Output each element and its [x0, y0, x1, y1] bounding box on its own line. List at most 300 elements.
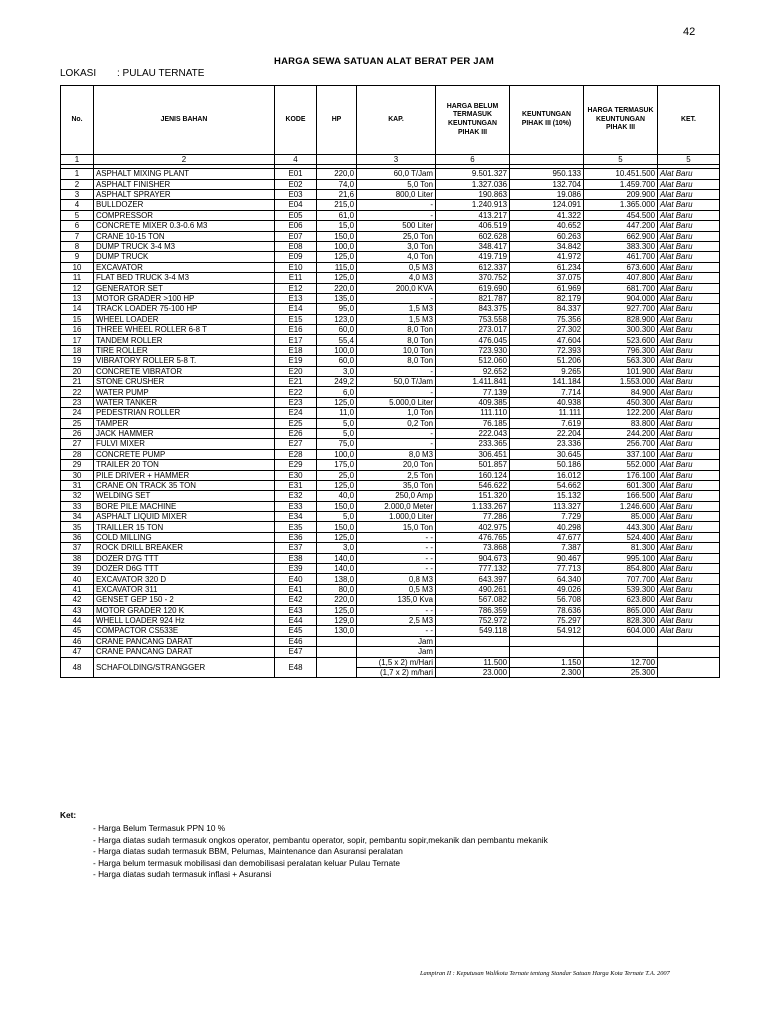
table-row: [61, 221, 720, 231]
cell-no: 30: [61, 470, 94, 480]
table-row: [61, 200, 720, 210]
cell-harga-belum: 92.652: [436, 366, 510, 376]
cell-hp: 220,0: [317, 595, 357, 605]
cell-kode: E16: [275, 325, 317, 335]
cell-harga-termasuk: 122.200: [584, 408, 658, 418]
cell-harga-belum: 151.320: [436, 491, 510, 501]
table-row: [61, 512, 720, 522]
cell-harga-belum: 111.110: [436, 408, 510, 418]
cell-ket: Alat Baru: [658, 252, 720, 262]
cell-kode: E45: [275, 626, 317, 636]
cell-hp: 150,0: [317, 522, 357, 532]
cell-harga-termasuk: 447.200: [584, 221, 658, 231]
cell-kode: E33: [275, 501, 317, 511]
cell-harga-belum: 490.261: [436, 584, 510, 594]
cell-no: 18: [61, 345, 94, 355]
column-number: 5: [658, 155, 720, 165]
cell-no: 32: [61, 491, 94, 501]
cell-harga-termasuk: 84.900: [584, 387, 658, 397]
cell-ket: Alat Baru: [658, 522, 720, 532]
cell-no: 7: [61, 231, 94, 241]
cell-no: 37: [61, 543, 94, 553]
cell-harga-termasuk: 865.000: [584, 605, 658, 615]
cell-hp: 6,0: [317, 387, 357, 397]
cell-jenis: CRANE PANCANG DARAT: [94, 636, 275, 646]
cell-jenis: PEDESTRIAN ROLLER: [94, 408, 275, 418]
table-row: [61, 532, 720, 542]
cell-kap: - -: [357, 626, 436, 636]
cell-kode: E40: [275, 574, 317, 584]
cell-keuntungan: 75.356: [510, 314, 584, 324]
cell-kode: E23: [275, 397, 317, 407]
cell-keuntungan: 1.150: [510, 657, 584, 667]
cell-hp: 11,0: [317, 408, 357, 418]
cell-harga-termasuk: 1.553.000: [584, 377, 658, 387]
cell-jenis: ASPHALT SPRAYER: [94, 189, 275, 199]
cell-hp: 80,0: [317, 584, 357, 594]
cell-hp: 138,0: [317, 574, 357, 584]
cell-ket: Alat Baru: [658, 325, 720, 335]
column-number: [317, 155, 357, 165]
cell-jenis: CONCRETE PUMP: [94, 449, 275, 459]
cell-hp: 220,0: [317, 169, 357, 179]
cell-keuntungan: 30.645: [510, 449, 584, 459]
cell-hp: 125,0: [317, 480, 357, 490]
cell-kap: 3,0 Ton: [357, 241, 436, 251]
cell-harga-belum: 1.411.841: [436, 377, 510, 387]
cell-keuntungan: [510, 636, 584, 646]
cell-ket: Alat Baru: [658, 169, 720, 179]
cell-ket: Alat Baru: [658, 460, 720, 470]
cell-kode: E04: [275, 200, 317, 210]
cell-no: 12: [61, 283, 94, 293]
cell-hp: 25,0: [317, 470, 357, 480]
cell-keuntungan: 49.026: [510, 584, 584, 594]
cell-ket: Alat Baru: [658, 616, 720, 626]
page-title: HARGA SEWA SATUAN ALAT BERAT PER JAM: [274, 56, 494, 67]
cell-keuntungan: 34.842: [510, 241, 584, 251]
cell-harga-belum: 406.519: [436, 221, 510, 231]
cell-kap: -: [357, 366, 436, 376]
cell-ket: Alat Baru: [658, 439, 720, 449]
cell-kode: E31: [275, 480, 317, 490]
cell-ket: [658, 647, 720, 657]
cell-jenis: ROCK DRILL BREAKER: [94, 543, 275, 553]
cell-hp: 75,0: [317, 439, 357, 449]
cell-harga-termasuk: 300.300: [584, 325, 658, 335]
cell-hp: 5,0: [317, 428, 357, 438]
column-number: 3: [357, 155, 436, 165]
table-row: [61, 491, 720, 501]
cell-kap: 25,0 Ton: [357, 231, 436, 241]
cell-hp: 100,0: [317, 241, 357, 251]
cell-jenis: BULLDOZER: [94, 200, 275, 210]
cell-hp: 60,0: [317, 325, 357, 335]
cell-keuntungan: 40.938: [510, 397, 584, 407]
cell-harga-belum: 843.375: [436, 304, 510, 314]
table-row: [61, 522, 720, 532]
cell-kap: 15,0 Ton: [357, 522, 436, 532]
cell-jenis: DOZER D7G TTT: [94, 553, 275, 563]
cell-harga-termasuk: 524.400: [584, 532, 658, 542]
cell-keuntungan: 37.075: [510, 273, 584, 283]
table-row: [61, 480, 720, 490]
cell-no: 11: [61, 273, 94, 283]
cell-harga-belum: 546.622: [436, 480, 510, 490]
cell-jenis: TANDEM ROLLER: [94, 335, 275, 345]
cell-kode: E01: [275, 169, 317, 179]
cell-kap: 50,0 T/Jam: [357, 377, 436, 387]
cell-no: 1: [61, 169, 94, 179]
cell-keuntungan: 950.133: [510, 169, 584, 179]
cell-ket: Alat Baru: [658, 491, 720, 501]
cell-kap: 10,0 Ton: [357, 345, 436, 355]
cell-hp: [317, 647, 357, 657]
column-number: 5: [584, 155, 658, 165]
cell-kap: -: [357, 293, 436, 303]
cell-harga-belum: 306.451: [436, 449, 510, 459]
table-row: [61, 231, 720, 241]
cell-kap: 2.000,0 Meter: [357, 501, 436, 511]
cell-jenis: CRANE ON TRACK 35 TON: [94, 480, 275, 490]
cell-kap: 8,0 Ton: [357, 335, 436, 345]
cell-no: 40: [61, 574, 94, 584]
cell-ket: Alat Baru: [658, 428, 720, 438]
cell-kode: E05: [275, 210, 317, 220]
cell-no: 43: [61, 605, 94, 615]
cell-hp: 130,0: [317, 626, 357, 636]
table-row: [61, 439, 720, 449]
cell-no: 36: [61, 532, 94, 542]
table-row: [61, 314, 720, 324]
table-row: [61, 283, 720, 293]
cell-harga-termasuk: 83.800: [584, 418, 658, 428]
cell-hp: 129,0: [317, 616, 357, 626]
cell-no: 41: [61, 584, 94, 594]
cell-ket: Alat Baru: [658, 605, 720, 615]
column-number: 2: [94, 155, 275, 165]
header-keuntungan: KEUNTUNGAN PIHAK III (10%): [510, 86, 584, 155]
header-harga-termasuk: HARGA TERMASUK KEUNTUNGAN PIHAK III: [584, 86, 658, 155]
cell-harga-belum: 160.124: [436, 470, 510, 480]
table-row: [61, 460, 720, 470]
cell-keuntungan: 40.652: [510, 221, 584, 231]
cell-harga-belum: 9.501.327: [436, 169, 510, 179]
cell-kap: 1.000,0 Liter: [357, 512, 436, 522]
cell-harga-termasuk: 601.300: [584, 480, 658, 490]
cell-harga-termasuk: 244.200: [584, 428, 658, 438]
cell-kap: 0,5 M3: [357, 584, 436, 594]
cell-kode: E30: [275, 470, 317, 480]
cell-jenis: COMPACTOR CS533E: [94, 626, 275, 636]
cell-jenis: ASPHALT LIQUID MIXER: [94, 512, 275, 522]
cell-hp: 100,0: [317, 345, 357, 355]
cell-keuntungan: 61.969: [510, 283, 584, 293]
note-item: - Harga diatas sudah termasuk BBM, Pelumas, Maintenance dan Asuransi peralatan: [93, 846, 403, 857]
cell-keuntungan: 54.912: [510, 626, 584, 636]
cell-hp: 125,0: [317, 532, 357, 542]
cell-kap: -: [357, 387, 436, 397]
cell-kap: 8,0 Ton: [357, 325, 436, 335]
cell-keuntungan: 15.132: [510, 491, 584, 501]
cell-hp: 5,0: [317, 418, 357, 428]
header-no: No.: [61, 86, 94, 155]
cell-kap: 1,5 M3: [357, 304, 436, 314]
cell-harga-belum: 409.385: [436, 397, 510, 407]
table-row: [61, 470, 720, 480]
cell-kode: E12: [275, 283, 317, 293]
cell-no: 47: [61, 647, 94, 657]
header-hp: HP: [317, 86, 357, 155]
cell-harga-belum: 821.787: [436, 293, 510, 303]
cell-kap: - -: [357, 532, 436, 542]
cell-ket: Alat Baru: [658, 584, 720, 594]
cell-hp: 220,0: [317, 283, 357, 293]
cell-kap: 0,5 M3: [357, 262, 436, 272]
cell-jenis: FULVI MIXER: [94, 439, 275, 449]
cell-kode: E03: [275, 189, 317, 199]
cell-harga-belum: 23.000: [436, 667, 510, 677]
cell-harga-termasuk: 443.300: [584, 522, 658, 532]
cell-jenis: TIRE ROLLER: [94, 345, 275, 355]
cell-harga-belum: 567.082: [436, 595, 510, 605]
cell-hp: 125,0: [317, 397, 357, 407]
cell-harga-belum: [436, 647, 510, 657]
cell-ket: Alat Baru: [658, 221, 720, 231]
cell-jenis: CRANE PANCANG DARAT: [94, 647, 275, 657]
cell-no: 31: [61, 480, 94, 490]
cell-harga-belum: 476.045: [436, 335, 510, 345]
cell-jenis: PILE DRIVER + HAMMER: [94, 470, 275, 480]
header-ket: KET.: [658, 86, 720, 155]
cell-jenis: BORE PILE MACHINE: [94, 501, 275, 511]
notes-section: [60, 810, 548, 881]
cell-kode: E42: [275, 595, 317, 605]
table-row: [61, 335, 720, 345]
cell-keuntungan: 41.972: [510, 252, 584, 262]
cell-keuntungan: 9.265: [510, 366, 584, 376]
cell-kode: E34: [275, 512, 317, 522]
cell-kode: E36: [275, 532, 317, 542]
cell-no: 3: [61, 189, 94, 199]
cell-ket: Alat Baru: [658, 501, 720, 511]
cell-jenis: WATER PUMP: [94, 387, 275, 397]
cell-harga-belum: 222.043: [436, 428, 510, 438]
cell-harga-belum: 1.327.036: [436, 179, 510, 189]
header-kode: KODE: [275, 86, 317, 155]
cell-hp: 140,0: [317, 564, 357, 574]
table-row: [61, 647, 720, 657]
cell-no: 44: [61, 616, 94, 626]
cell-jenis: JACK HAMMER: [94, 428, 275, 438]
cell-harga-belum: 190.863: [436, 189, 510, 199]
cell-no: 8: [61, 241, 94, 251]
cell-kap: (1,7 x 2) m/hari: [357, 667, 436, 677]
cell-harga-belum: 752.972: [436, 616, 510, 626]
cell-harga-belum: 77.139: [436, 387, 510, 397]
cell-ket: Alat Baru: [658, 397, 720, 407]
cell-kap: - -: [357, 564, 436, 574]
cell-harga-belum: 73.868: [436, 543, 510, 553]
cell-keuntungan: 124.091: [510, 200, 584, 210]
cell-kap: 1,0 Ton: [357, 408, 436, 418]
cell-kode: E06: [275, 221, 317, 231]
table-row: [61, 543, 720, 553]
cell-ket: Alat Baru: [658, 418, 720, 428]
cell-keuntungan: 90.467: [510, 553, 584, 563]
cell-ket: Alat Baru: [658, 262, 720, 272]
cell-kode: E32: [275, 491, 317, 501]
cell-harga-termasuk: 383.300: [584, 241, 658, 251]
cell-hp: 215,0: [317, 200, 357, 210]
cell-ket: Alat Baru: [658, 356, 720, 366]
cell-harga-termasuk: 927.700: [584, 304, 658, 314]
table-row: [61, 626, 720, 636]
cell-jenis: CONCRETE VIBRATOR: [94, 366, 275, 376]
cell-kap: 2,5 M3: [357, 616, 436, 626]
cell-ket: Alat Baru: [658, 387, 720, 397]
cell-no: 29: [61, 460, 94, 470]
table-row: [61, 366, 720, 376]
cell-kap: 0,8 M3: [357, 574, 436, 584]
cell-harga-belum: 348.417: [436, 241, 510, 251]
cell-kode: E15: [275, 314, 317, 324]
cell-harga-termasuk: 454.500: [584, 210, 658, 220]
cell-harga-belum: 512.060: [436, 356, 510, 366]
cell-ket: Alat Baru: [658, 273, 720, 283]
cell-hp: 21,6: [317, 189, 357, 199]
cell-jenis: WHELL LOADER 924 Hz: [94, 616, 275, 626]
cell-ket: Alat Baru: [658, 335, 720, 345]
table-row: [61, 584, 720, 594]
cell-kap: - -: [357, 543, 436, 553]
cell-harga-belum: 612.337: [436, 262, 510, 272]
cell-jenis: CONCRETE MIXER 0.3-0.6 M3: [94, 221, 275, 231]
cell-keuntungan: 16.012: [510, 470, 584, 480]
cell-hp: 55,4: [317, 335, 357, 345]
cell-harga-termasuk: 904.000: [584, 293, 658, 303]
cell-hp: 61,0: [317, 210, 357, 220]
cell-harga-belum: 1.240.913: [436, 200, 510, 210]
cell-harga-belum: 723.930: [436, 345, 510, 355]
cell-kode: E46: [275, 636, 317, 646]
table-row: [61, 356, 720, 366]
table-row: [61, 636, 720, 646]
cell-hp: 3,0: [317, 366, 357, 376]
table-row: [61, 595, 720, 605]
cell-harga-belum: 619.690: [436, 283, 510, 293]
cell-jenis: EXCAVATOR: [94, 262, 275, 272]
cell-keuntungan: 77.713: [510, 564, 584, 574]
cell-jenis: ASPHALT MIXING PLANT: [94, 169, 275, 179]
table-row: [61, 210, 720, 220]
cell-kode: E09: [275, 252, 317, 262]
cell-harga-belum: 602.628: [436, 231, 510, 241]
cell-jenis: THREE WHEEL ROLLER 6-8 T: [94, 325, 275, 335]
cell-no: 38: [61, 553, 94, 563]
table-row: [61, 179, 720, 189]
footer-note: Lampiran II : Keputusan Walikota Ternate tentang Standar Satuan Harga Kota Ternate T.A. 2007: [420, 970, 670, 977]
cell-jenis: TRAILLER 15 TON: [94, 522, 275, 532]
cell-no: 26: [61, 428, 94, 438]
cell-harga-termasuk: 552.000: [584, 460, 658, 470]
cell-keuntungan: 51.206: [510, 356, 584, 366]
cell-kode: E27: [275, 439, 317, 449]
cell-keuntungan: 56.708: [510, 595, 584, 605]
cell-kode: E14: [275, 304, 317, 314]
cell-kap: 2,5 Ton: [357, 470, 436, 480]
cell-ket: Alat Baru: [658, 543, 720, 553]
cell-keuntungan: 40.298: [510, 522, 584, 532]
cell-kode: E26: [275, 428, 317, 438]
cell-keuntungan: 7.729: [510, 512, 584, 522]
table-row: [61, 397, 720, 407]
cell-jenis: GENERATOR SET: [94, 283, 275, 293]
cell-kode: E39: [275, 564, 317, 574]
cell-kode: E43: [275, 605, 317, 615]
cell-harga-termasuk: 623.800: [584, 595, 658, 605]
cell-keuntungan: 141.184: [510, 377, 584, 387]
cell-no: 24: [61, 408, 94, 418]
column-number-row: [61, 155, 720, 165]
cell-jenis: COLD MILLING: [94, 532, 275, 542]
cell-kap: -: [357, 200, 436, 210]
cell-jenis: MOTOR GRADER >100 HP: [94, 293, 275, 303]
cell-kode: E22: [275, 387, 317, 397]
cell-harga-termasuk: 523.600: [584, 335, 658, 345]
cell-kap: 500 Liter: [357, 221, 436, 231]
cell-keuntungan: 11.111: [510, 408, 584, 418]
column-number: [510, 155, 584, 165]
cell-hp: 74,0: [317, 179, 357, 189]
cell-hp: 100,0: [317, 449, 357, 459]
cell-harga-termasuk: [584, 636, 658, 646]
cell-harga-termasuk: 1.246.600: [584, 501, 658, 511]
cell-kap: - -: [357, 605, 436, 615]
cell-jenis: MOTOR GRADER 120 K: [94, 605, 275, 615]
table-row: [61, 387, 720, 397]
table-row: [61, 418, 720, 428]
cell-jenis: FLAT BED TRUCK 3-4 M3: [94, 273, 275, 283]
cell-jenis: TRACK LOADER 75-100 HP: [94, 304, 275, 314]
cell-jenis: DOZER D6G TTT: [94, 564, 275, 574]
cell-ket: Alat Baru: [658, 189, 720, 199]
cell-no: 14: [61, 304, 94, 314]
cell-kap: 4,0 M3: [357, 273, 436, 283]
cell-no: 16: [61, 325, 94, 335]
cell-harga-termasuk: 12.700: [584, 657, 658, 667]
header-kap: KAP.: [357, 86, 436, 155]
cell-ket: Alat Baru: [658, 553, 720, 563]
table-row: [61, 262, 720, 272]
cell-kode: E37: [275, 543, 317, 553]
cell-ket: Alat Baru: [658, 564, 720, 574]
cell-no: 46: [61, 636, 94, 646]
cell-ket: Alat Baru: [658, 408, 720, 418]
cell-ket: Alat Baru: [658, 377, 720, 387]
cell-keuntungan: 2.300: [510, 667, 584, 677]
cell-keuntungan: 84.337: [510, 304, 584, 314]
cell-kap: 800,0 Liter: [357, 189, 436, 199]
cell-hp: 125,0: [317, 273, 357, 283]
cell-no: 23: [61, 397, 94, 407]
cell-harga-termasuk: 209.900: [584, 189, 658, 199]
cell-kap: 5.000,0 Liter: [357, 397, 436, 407]
table-row: [61, 304, 720, 314]
table-row: [61, 377, 720, 387]
cell-no: 6: [61, 221, 94, 231]
cell-jenis: EXCAVATOR 320 D: [94, 574, 275, 584]
